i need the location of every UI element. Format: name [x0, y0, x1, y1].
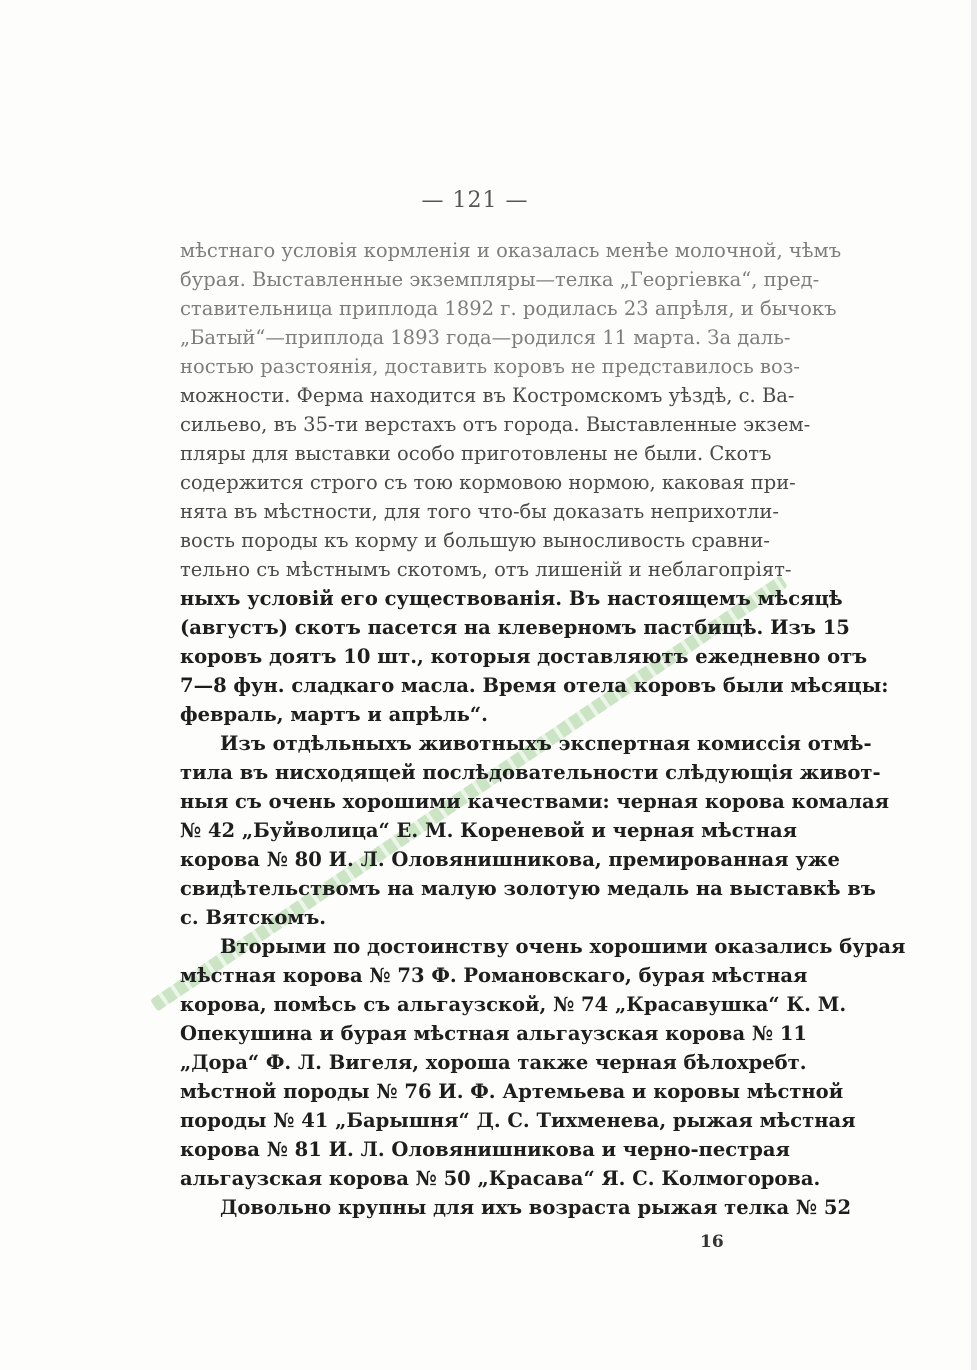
- text-line: пляры для выставки особо приготовлены не были. Скотъ: [180, 442, 772, 465]
- text-line: Довольно крупны для ихъ возраста рыжая телка № 52: [220, 1196, 852, 1219]
- text-line: нята въ мѣстности, для того что-бы доказать неприхотли-: [180, 500, 779, 523]
- text-line: Опекушина и бурая мѣстная альгаузская корова № 11: [180, 1022, 807, 1045]
- text-line: мѣстнаго условія кормленія и оказалась менѣе молочной, чѣмъ: [180, 239, 842, 262]
- text-line: ныхъ условій его существованія. Въ настоящемъ мѣсяцѣ: [180, 587, 843, 610]
- text-line: тельно съ мѣстнымъ скотомъ, отъ лишеній и неблагопріят-: [180, 558, 792, 581]
- text-line: коровъ доятъ 10 шт., которыя доставляютъ ежедневно отъ: [180, 645, 868, 668]
- text-line: можности. Ферма находится въ Костромскомъ уѣздѣ, с. Ва-: [180, 384, 795, 407]
- text-line: альгаузская корова № 50 „Красава“ Я. С. Колмогорова.: [180, 1167, 821, 1190]
- page-number: — 121 —: [421, 188, 529, 213]
- body-text: [180, 236, 906, 1222]
- text-line: Вторыми по достоинству очень хорошими оказались бурая: [220, 935, 906, 958]
- text-line: бурая. Выставленные экземпляры—телка „Георгіевка“, пред-: [180, 268, 820, 291]
- text-line: сильево, въ 35-ти верстахъ отъ города. Выставленные экзем-: [180, 413, 811, 436]
- text-line: содержится строго съ тою кормовою нормою, каковая при-: [180, 471, 796, 494]
- text-line: (августъ) скотъ пасется на клеверномъ пастбищѣ. Изъ 15: [180, 616, 850, 639]
- text-line: „Дора“ Ф. Л. Вигеля, хороша также черная бѣлохребт.: [180, 1051, 807, 1074]
- text-line: ностью разстоянія, доставить коровъ не представилось воз-: [180, 355, 800, 378]
- text-line: свидѣтельствомъ на малую золотую медаль на выставкѣ въ: [180, 877, 876, 900]
- page-edge-shadow: [971, 0, 977, 1370]
- text-line: тила въ нисходящей послѣдовательности слѣдующія живот-: [180, 761, 881, 784]
- text-line: ныя съ очень хорошими качествами: черная корова комалая: [180, 790, 889, 813]
- text-line: корова, помѣсь съ альгаузской, № 74 „Красавушка“ К. М.: [180, 993, 847, 1016]
- text-line: № 42 „Буйволица“ Е. М. Кореневой и черная мѣстная: [180, 819, 798, 842]
- text-line: вость породы къ корму и большую выносливость сравни-: [180, 529, 770, 552]
- text-line: мѣстная корова № 73 Ф. Романовскаго, бурая мѣстная: [180, 964, 808, 987]
- text-line: мѣстной породы № 76 И. Ф. Артемьева и коровы мѣстной: [180, 1080, 844, 1103]
- text-line: породы № 41 „Барышня“ Д. С. Тихменева, рыжая мѣстная: [180, 1109, 856, 1132]
- text-line: „Батый“—приплода 1893 года—родился 11 марта. За даль-: [180, 326, 791, 349]
- text-line: ставительница приплода 1892 г. родилась 23 апрѣля, и бычокъ: [180, 297, 837, 320]
- text-line: корова № 80 И. Л. Оловянишникова, премированная уже: [180, 848, 840, 871]
- text-line: Изъ отдѣльныхъ животныхъ экспертная комиссія отмѣ-: [220, 732, 872, 755]
- signature-mark: 16: [700, 1232, 724, 1252]
- text-line: с. Вятскомъ.: [180, 906, 327, 929]
- text-line: корова № 81 И. Л. Оловянишникова и черно-пестрая: [180, 1138, 790, 1161]
- text-line: 7—8 фун. сладкаго масла. Время отела коровъ были мѣсяцы:: [180, 674, 889, 697]
- text-line: февраль, мартъ и апрѣль“.: [180, 703, 488, 726]
